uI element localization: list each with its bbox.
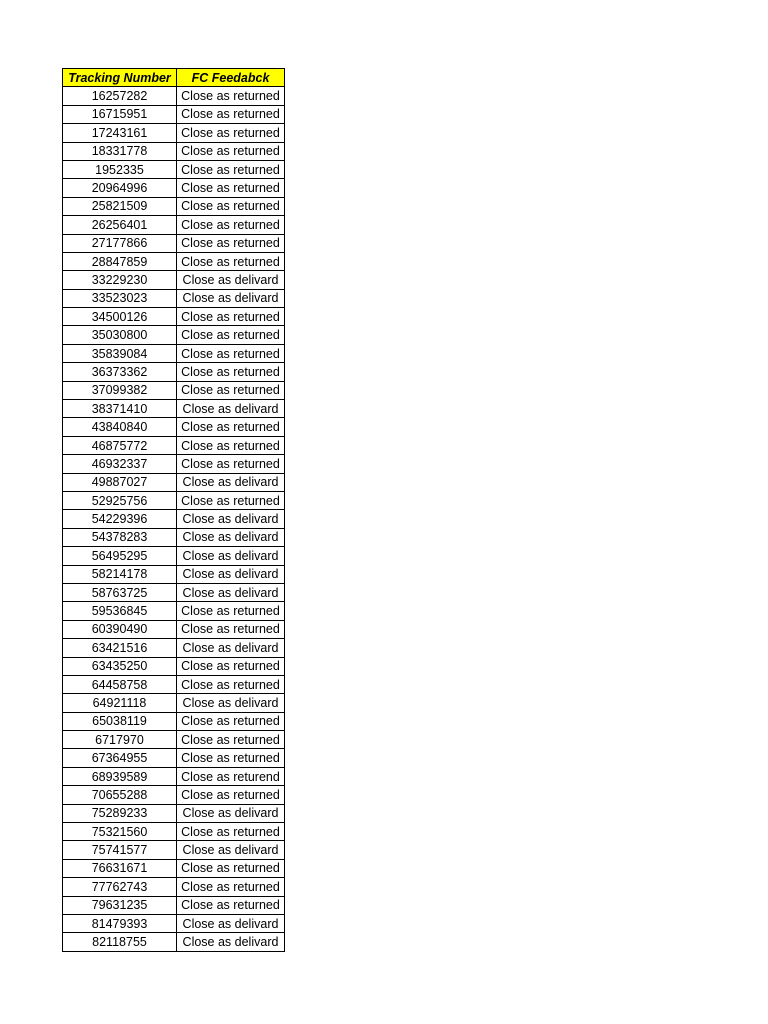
fc-feedback-cell[interactable]: Close as returned <box>177 620 285 638</box>
table-row <box>63 289 285 307</box>
tracking-number-cell[interactable]: 82118755 <box>63 933 177 951</box>
tracking-number-cell[interactable]: 18331778 <box>63 142 177 160</box>
fc-feedback-cell[interactable]: Close as delivard <box>177 694 285 712</box>
header-cell-tracking-number[interactable]: Tracking Number <box>63 69 177 87</box>
tracking-number-cell[interactable]: 63421516 <box>63 639 177 657</box>
table-row <box>63 436 285 454</box>
fc-feedback-cell[interactable]: Close as returned <box>177 179 285 197</box>
fc-feedback-cell[interactable]: Close as delivard <box>177 400 285 418</box>
tracking-number-cell[interactable]: 54378283 <box>63 528 177 546</box>
fc-feedback-cell[interactable]: Close as delivard <box>177 933 285 951</box>
tracking-number-cell[interactable]: 33229230 <box>63 271 177 289</box>
tracking-feedback-table <box>62 68 285 952</box>
fc-feedback-cell[interactable]: Close as returned <box>177 436 285 454</box>
tracking-number-cell[interactable]: 34500126 <box>63 308 177 326</box>
tracking-number-cell[interactable]: 59536845 <box>63 602 177 620</box>
table-row <box>63 179 285 197</box>
fc-feedback-cell[interactable]: Close as returned <box>177 216 285 234</box>
table-row <box>63 160 285 178</box>
table-row <box>63 528 285 546</box>
fc-feedback-cell[interactable]: Close as returned <box>177 142 285 160</box>
table-row <box>63 197 285 215</box>
table-row <box>63 620 285 638</box>
fc-feedback-cell[interactable]: Close as returned <box>177 675 285 693</box>
table-row <box>63 473 285 491</box>
table-row <box>63 602 285 620</box>
tracking-number-cell[interactable]: 17243161 <box>63 124 177 142</box>
tracking-number-cell[interactable]: 81479393 <box>63 914 177 932</box>
tracking-number-cell[interactable]: 36373362 <box>63 363 177 381</box>
table-row <box>63 914 285 932</box>
fc-feedback-cell[interactable]: Close as returned <box>177 363 285 381</box>
table-row <box>63 712 285 730</box>
tracking-number-cell[interactable]: 76631671 <box>63 859 177 877</box>
tracking-number-cell[interactable]: 75321560 <box>63 823 177 841</box>
tracking-number-cell[interactable]: 56495295 <box>63 547 177 565</box>
fc-feedback-cell[interactable]: Close as returned <box>177 105 285 123</box>
tracking-number-cell[interactable]: 16715951 <box>63 105 177 123</box>
fc-feedback-cell[interactable]: Close as returned <box>177 326 285 344</box>
fc-feedback-cell[interactable]: Close as returned <box>177 878 285 896</box>
table-row <box>63 124 285 142</box>
fc-feedback-cell[interactable]: Close as returned <box>177 491 285 509</box>
table-header <box>63 69 285 87</box>
tracking-number-cell[interactable]: 77762743 <box>63 878 177 896</box>
tracking-number-cell[interactable]: 27177866 <box>63 234 177 252</box>
table-row <box>63 252 285 270</box>
fc-feedback-cell[interactable]: Close as returned <box>177 731 285 749</box>
fc-feedback-cell[interactable]: Close as returned <box>177 823 285 841</box>
fc-feedback-cell[interactable]: Close as delivard <box>177 565 285 583</box>
table-row <box>63 657 285 675</box>
table-row <box>63 675 285 693</box>
table-row <box>63 234 285 252</box>
tracking-number-cell[interactable]: 38371410 <box>63 400 177 418</box>
table-row <box>63 583 285 601</box>
table-row <box>63 823 285 841</box>
table-row <box>63 547 285 565</box>
fc-feedback-cell[interactable]: Close as returned <box>177 252 285 270</box>
tracking-number-cell[interactable]: 33523023 <box>63 289 177 307</box>
fc-feedback-cell[interactable]: Close as returned <box>177 308 285 326</box>
table-row <box>63 804 285 822</box>
tracking-number-cell[interactable]: 75741577 <box>63 841 177 859</box>
fc-feedback-cell[interactable]: Close as delivard <box>177 583 285 601</box>
table-row <box>63 694 285 712</box>
fc-feedback-cell[interactable]: Close as returned <box>177 344 285 362</box>
table-row <box>63 731 285 749</box>
fc-feedback-cell[interactable]: Close as delivard <box>177 473 285 491</box>
fc-feedback-cell[interactable]: Close as delivard <box>177 528 285 546</box>
tracking-number-cell[interactable]: 52925756 <box>63 491 177 509</box>
table-row <box>63 271 285 289</box>
table-row <box>63 142 285 160</box>
fc-feedback-cell[interactable]: Close as delivard <box>177 289 285 307</box>
tracking-number-cell[interactable]: 64921118 <box>63 694 177 712</box>
table-row <box>63 749 285 767</box>
tracking-number-cell[interactable]: 67364955 <box>63 749 177 767</box>
table-row <box>63 344 285 362</box>
fc-feedback-cell[interactable]: Close as returned <box>177 455 285 473</box>
fc-feedback-cell[interactable]: Close as returned <box>177 87 285 105</box>
fc-feedback-cell[interactable]: Close as delivard <box>177 804 285 822</box>
fc-feedback-cell[interactable]: Close as returned <box>177 896 285 914</box>
table-row <box>63 455 285 473</box>
fc-feedback-cell[interactable]: Close as returned <box>177 749 285 767</box>
table-row <box>63 363 285 381</box>
fc-feedback-cell[interactable]: Close as returned <box>177 234 285 252</box>
table-row <box>63 308 285 326</box>
table-row <box>63 878 285 896</box>
fc-feedback-cell[interactable]: Close as delivard <box>177 547 285 565</box>
tracking-number-cell[interactable]: 60390490 <box>63 620 177 638</box>
table-row <box>63 87 285 105</box>
fc-feedback-cell[interactable]: Close as returned <box>177 786 285 804</box>
table-row <box>63 491 285 509</box>
fc-feedback-cell[interactable]: Close as returend <box>177 767 285 785</box>
tracking-number-cell[interactable]: 63435250 <box>63 657 177 675</box>
fc-feedback-cell[interactable]: Close as returned <box>177 381 285 399</box>
tracking-number-cell[interactable]: 64458758 <box>63 675 177 693</box>
table-row <box>63 896 285 914</box>
fc-feedback-cell[interactable]: Close as returned <box>177 197 285 215</box>
tracking-number-cell[interactable]: 20964996 <box>63 179 177 197</box>
fc-feedback-cell[interactable]: Close as delivard <box>177 914 285 932</box>
table-row <box>63 859 285 877</box>
table-row <box>63 418 285 436</box>
table-row <box>63 400 285 418</box>
table-row <box>63 841 285 859</box>
table-row <box>63 105 285 123</box>
tracking-number-cell[interactable]: 25821509 <box>63 197 177 215</box>
tracking-number-cell[interactable]: 26256401 <box>63 216 177 234</box>
tracking-number-cell[interactable]: 37099382 <box>63 381 177 399</box>
tracking-number-cell[interactable]: 70655288 <box>63 786 177 804</box>
fc-feedback-cell[interactable]: Close as delivard <box>177 841 285 859</box>
header-row <box>63 69 285 87</box>
tracking-number-cell[interactable]: 46932337 <box>63 455 177 473</box>
tracking-number-cell[interactable]: 35030800 <box>63 326 177 344</box>
table-body <box>63 87 285 951</box>
fc-feedback-cell[interactable]: Close as delivard <box>177 639 285 657</box>
header-cell-fc-feedback[interactable]: FC Feedabck <box>177 69 285 87</box>
tracking-number-cell[interactable]: 46875772 <box>63 436 177 454</box>
table-row <box>63 565 285 583</box>
fc-feedback-cell[interactable]: Close as delivard <box>177 510 285 528</box>
fc-feedback-cell[interactable]: Close as returned <box>177 602 285 620</box>
fc-feedback-cell[interactable]: Close as returned <box>177 124 285 142</box>
table-row <box>63 933 285 951</box>
fc-feedback-cell[interactable]: Close as returned <box>177 657 285 675</box>
tracking-number-cell[interactable]: 28847859 <box>63 252 177 270</box>
tracking-number-cell[interactable]: 1952335 <box>63 160 177 178</box>
tracking-number-cell[interactable]: 68939589 <box>63 767 177 785</box>
tracking-number-cell[interactable]: 49887027 <box>63 473 177 491</box>
fc-feedback-cell[interactable]: Close as returned <box>177 859 285 877</box>
table-row <box>63 510 285 528</box>
fc-feedback-cell[interactable]: Close as returned <box>177 712 285 730</box>
table-row <box>63 767 285 785</box>
tracking-number-cell[interactable]: 54229396 <box>63 510 177 528</box>
tracking-number-cell[interactable]: 16257282 <box>63 87 177 105</box>
table-row <box>63 639 285 657</box>
table-row <box>63 326 285 344</box>
tracking-number-cell[interactable]: 65038119 <box>63 712 177 730</box>
table-row <box>63 786 285 804</box>
tracking-number-cell[interactable]: 75289233 <box>63 804 177 822</box>
tracking-number-cell[interactable]: 43840840 <box>63 418 177 436</box>
fc-feedback-cell[interactable]: Close as returned <box>177 160 285 178</box>
table-row <box>63 381 285 399</box>
table-row <box>63 216 285 234</box>
fc-feedback-cell[interactable]: Close as returned <box>177 418 285 436</box>
tracking-number-cell[interactable]: 6717970 <box>63 731 177 749</box>
fc-feedback-cell[interactable]: Close as delivard <box>177 271 285 289</box>
tracking-number-cell[interactable]: 58763725 <box>63 583 177 601</box>
tracking-number-cell[interactable]: 79631235 <box>63 896 177 914</box>
tracking-number-cell[interactable]: 35839084 <box>63 344 177 362</box>
tracking-number-cell[interactable]: 58214178 <box>63 565 177 583</box>
